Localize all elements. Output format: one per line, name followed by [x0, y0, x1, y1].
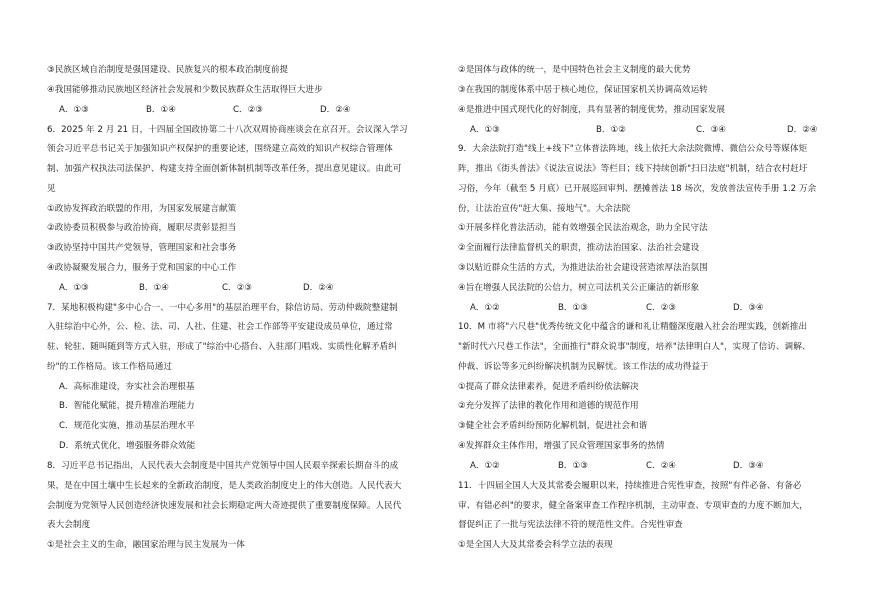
option-c: C．②③ — [233, 105, 264, 115]
q6-item-2: ②政协委员积极参与政治协商，履职尽责彰显担当 — [47, 223, 237, 233]
q9-item-3: ③以贴近群众生活的方式，为推进法治社会建设营造浓厚法治氛围 — [458, 263, 708, 273]
option-c: C．②③ — [222, 283, 253, 293]
q10-item-4: ④发挥群众主体作用，增强了民众管理国家事务的热情 — [458, 441, 665, 451]
q11-stem-line-1: 11．十四届全国人大及其常委会履职以来，持续推进合宪性审查，按照"有件必备、有备必 — [458, 481, 802, 491]
q8-item-2: ②是国体与政体的统一，是中国特色社会主义制度的最大优势 — [458, 65, 691, 75]
q7-choice-d: D．系统式优化，增强服务群众效能 — [59, 441, 196, 451]
option-a: A．①② — [470, 303, 500, 313]
q9-item-1: ①开展多样化普法活动，能有效增强全民法治观念，助力全民守法 — [458, 223, 708, 233]
q9-item-4: ④旨在增强人民法院的公信力，树立司法机关公正廉洁的新形象 — [458, 283, 700, 293]
option-b: B．①③ — [558, 303, 588, 313]
option-d: D．③④ — [733, 461, 764, 471]
q6-item-3: ③政协坚持中国共产党领导，管理国家和社会事务 — [47, 243, 237, 253]
q10-item-2: ②充分发挥了法律的教化作用和道德的规范作用 — [458, 401, 639, 411]
q7-choice-b: B．智能化赋能，提升精准治理能力 — [59, 401, 195, 411]
option-c: C．②③ — [646, 303, 677, 313]
q9-stem-line-2: 阵，推出《街头普法》《说法宣说法》等栏目；线下持续创新"扫日法庭"机制，结合农村赶圩 — [458, 164, 808, 174]
q8-item-1: ①是社会主义的生命，融国家治理与民主发展为一体 — [47, 540, 245, 550]
q6-stem-line-4: 见 — [47, 184, 56, 194]
option-b: B．①④ — [139, 283, 169, 293]
option-c: C．②④ — [646, 461, 677, 471]
q9-stem-line-1: 9．大余法院打造"线上+线下"立体普法阵地，线上依托大余法院微博、微信公众号等媒体矩 — [458, 144, 808, 154]
option-d: D．②④ — [320, 105, 351, 115]
option-c: C．③④ — [696, 125, 727, 135]
prev-q-item-4: ④我国能够推动民族地区经济社会发展和少数民族群众生活取得巨大进步 — [47, 85, 323, 95]
q7-stem-line-1: 7．某地积极构建"多中心合一、一中心多用"的基层治理平台，除信访局、劳动仲裁院整建制 — [47, 303, 398, 313]
q7-stem-line-3: 驻、轮驻、随叫随到等方式入驻，形成了"综治中心搭台、入驻部门唱戏、实质性化解矛盾纠 — [47, 342, 397, 352]
q8-item-4: ④是推进中国式现代化的好制度，具有显著的制度优势，推动国家发展 — [458, 105, 726, 115]
q6-item-4: ④政协凝聚发展合力，服务于党和国家的中心工作 — [47, 263, 237, 273]
q6-stem-line-3: 制、加强产权执法司法保护、构建支持全面创新体制机制等改革任务，提出意见建议。由此可 — [47, 164, 402, 174]
option-d: D．②④ — [303, 283, 334, 293]
q11-item-1: ①是全国人大及其常委会科学立法的表现 — [458, 540, 613, 550]
option-d: D．②④ — [787, 125, 818, 135]
q10-stem-line-3: 仲裁、诉讼等多元纠纷解决机制为民解忧。该工作法的成功得益于 — [458, 362, 709, 372]
q10-item-1: ①提高了群众法律素养，促进矛盾纠纷依法解决 — [458, 382, 639, 392]
option-b: B．①② — [596, 125, 626, 135]
q7-choice-c: C．规范化实施，推动基层治理水平 — [59, 421, 195, 431]
q10-item-3: ③健全社会矛盾纠纷预防化解机制，促进社会和谐 — [458, 421, 648, 431]
q6-stem-line-2: 领会习近平总书记关于加强知识产权保护的重要论述，围绕建立高效的知识产权综合管理体 — [47, 144, 393, 154]
q11-stem-line-2: 审、有错必纠"的要求，健全备案审查工作程序机制，主动审查、专项审查的力度不断加大， — [458, 501, 808, 511]
q9-stem-line-4: 份，让法治宣传"赶大集、接地气"。大余法院 — [458, 204, 631, 214]
prev-q-item-3: ③民族区域自治制度是强国建设、民族复兴的根本政治制度前提 — [47, 65, 289, 75]
q6-item-1: ①政协发挥政治联盟的作用，为国家发展建言献策 — [47, 204, 237, 214]
q11-stem-line-3: 督促纠正了一批与宪法法律不符的规范性文件。合宪性审查 — [458, 520, 683, 530]
option-b: B．①④ — [146, 105, 176, 115]
q7-choice-a: A．高标准建设，夯实社会治理根基 — [59, 382, 195, 392]
option-a: A．①③ — [59, 105, 89, 115]
q8-item-3: ③在我国的制度体系中居于核心地位，保证国家机关协调高效运转 — [458, 85, 708, 95]
option-b: B．①③ — [558, 461, 588, 471]
q9-item-2: ②全面履行法律监督机关的职责，推动法治国家、法治社会建设 — [458, 243, 700, 253]
q7-stem-line-2: 入驻综治中心外，公、检、法、司、人社、住建、社会工作部等平安建设成员单位，通过常 — [47, 322, 393, 332]
q7-stem-line-4: 纷"的工作格局。该工作格局通过 — [47, 362, 173, 372]
option-a: A．①③ — [59, 283, 89, 293]
q10-stem-line-2: "新时代六尺巷工作法"，全面推行"群众说事"制度，培养"法律明白人"，实现了信访、调解、 — [458, 342, 811, 352]
q9-stem-line-3: 习俗，今年（截至 5 月底）已开展巡回审判、摆摊普法 18 场次，发放普法宣传手册 1.2 万余 — [458, 184, 817, 194]
q8-stem-line-4: 表大会制度 — [47, 520, 91, 530]
q8-stem-line-3: 会制度为党领导人民创造经济快速发展和社会长期稳定两大奇迹提供了重要制度保障。人民代 — [47, 501, 402, 511]
q8-stem-line-1: 8．习近平总书记指出，人民代表大会制度是中国共产党领导中国人民艰辛探索长期奋斗的成 — [47, 461, 399, 471]
option-a: A．①② — [470, 461, 500, 471]
option-a: A．①③ — [470, 125, 500, 135]
q10-stem-line-1: 10．M 市将"六尺巷"优秀传统文化中蕴含的谦和礼让精髓深度融入社会治理实践，创新推出 — [458, 322, 808, 332]
option-d: D．③④ — [733, 303, 764, 313]
q8-stem-line-2: 果，是在中国土壤中生长起来的全新政治制度，是人类政治制度史上的伟大创造。人民代表大 — [47, 481, 402, 491]
q6-stem-line-1: 6．2025 年 2 月 21 日，十四届全国政协第二十八次双周协商座谈会在京召开。会议深入学习 — [47, 125, 408, 135]
